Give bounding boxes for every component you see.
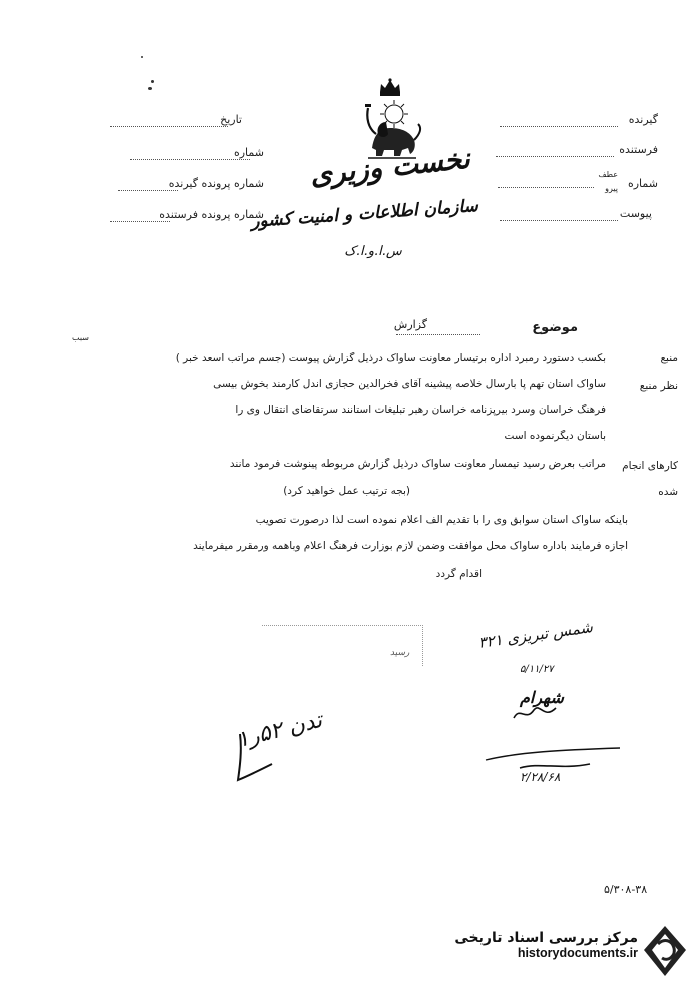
org-title-prime-ministry: نخست وزیری: [308, 141, 472, 192]
final-line-2-text: اجازه فرمایند باداره ساواک محل موافقت وضمن لازم بوزارت فرهنگ اعلام وباهمه ورمقرر میفرمایند: [193, 540, 628, 552]
date-dotted-line: [110, 117, 228, 127]
final-line-1: باینکه ساواک استان سوابق وی را با تقدیم الف اعلام نموده است لذا درصورت تصویب: [255, 514, 628, 526]
archive-website: historydocuments.ir: [517, 946, 638, 960]
reference-atf-label: عطف: [598, 170, 618, 179]
final-line-3: اقدام گردد: [435, 568, 482, 580]
recipient-field: [629, 113, 658, 126]
number-dotted-line: [130, 150, 250, 160]
signature-1-date: ۵/۱۱/۲۷: [520, 664, 554, 675]
archive-logo-icon: [640, 922, 690, 980]
action-line-1: مراتب بعرض رسید تیمسار معاونت ساواک درذیل گزارش مربوطه پینوشت فرمود مانند: [229, 458, 606, 470]
ink-speck: [148, 87, 152, 90]
signature-1: شمس تبریزی ۳۲۱: [477, 618, 594, 652]
signature-2: شهرام: [520, 688, 564, 707]
superscript-note: سبب: [72, 333, 89, 342]
ink-speck: [151, 80, 154, 83]
sender-file-field: [159, 208, 264, 221]
opinion-label: نظر منبع: [639, 380, 678, 392]
sender-file-dotted-line: [110, 212, 170, 222]
date-label: تاریخ: [220, 113, 242, 126]
archive-center-name: مرکز بررسی اسناد تاریخی: [454, 930, 638, 946]
attachment-label: پیوست: [619, 207, 652, 220]
sender-file-label: شماره پرونده فرستنده: [159, 208, 264, 221]
reference-peyro-label: پیرو: [605, 184, 618, 193]
signature-3: تدن ۵۲ر۱: [234, 707, 325, 754]
recipient-label: گیرنده: [628, 113, 658, 126]
subject-value: گزارش: [393, 318, 427, 331]
org-code: س.ا.و.ا.ک: [344, 244, 402, 259]
signature-4: ۲/۲۸/۶۸: [520, 770, 561, 784]
document-number: ۵/۳۰۸-۳۸: [604, 883, 648, 896]
action-line-2: (بجه ترتیب عمل خواهید کرد): [283, 485, 410, 497]
body-line-3: فرهنگ خراسان وسرد بیرپزنامه خراسان رهبر تبلیغات استانند سرتقاضای انتقال وی را: [235, 404, 606, 416]
final-line-2: [193, 540, 628, 552]
number-label: شماره: [233, 146, 264, 159]
body-line-4: باستان دیگرنموده است: [504, 430, 606, 442]
reference-number-label: شماره: [627, 177, 658, 190]
subject-label: موضوع: [532, 320, 578, 335]
signature-3-stroke: [232, 730, 278, 784]
source-label: منبع: [660, 352, 678, 364]
receiver-file-label: شماره پرونده گیرنده: [168, 177, 264, 190]
attachment-field: [620, 207, 652, 220]
reference-dotted-line: [498, 178, 594, 188]
sender-dotted-line: [496, 147, 614, 157]
archive-footer: [438, 930, 638, 960]
signature-2-scribble: [510, 700, 560, 724]
reference-number-field: [628, 177, 658, 190]
ink-speck: [141, 56, 143, 58]
faint-stamp-mark: [262, 625, 423, 666]
attachment-dotted-line: [500, 211, 618, 221]
actions-taken-label: کارهای انجام شده: [622, 460, 678, 498]
recipient-dotted-line: [500, 117, 618, 127]
body-line-1: بکسب دستورد رمبرد اداره برتیسار معاونت ساواک درذیل گزارش پیوست (جسم مراتب اسعد خبر ): [175, 352, 606, 364]
body-line-2: ساواک استان تهم پا بارسال خلاصه پیشینه آقای فخرالدین حجازی اندل کارمند بخوش بیسی: [213, 378, 606, 390]
receiver-file-dotted-line: [118, 181, 178, 191]
margin-note: رسید: [390, 648, 410, 658]
sender-field: [619, 143, 658, 156]
sender-label: فرستنده: [619, 143, 658, 156]
org-title-savak: سازمان اطلاعات و امنیت کشور: [250, 196, 479, 232]
receiver-file-field: [169, 177, 264, 190]
signature-4-scribble: [480, 742, 630, 792]
